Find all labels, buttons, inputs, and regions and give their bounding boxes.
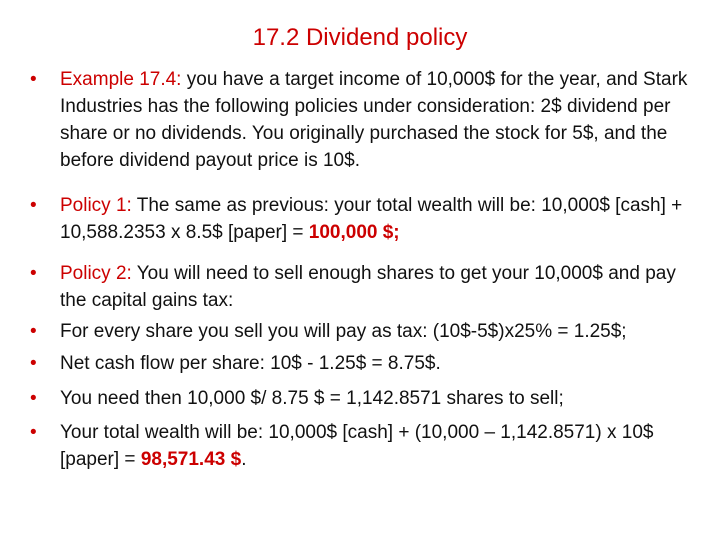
bullet-body: You will need to sell enough shares to get your 10,000$ and pay the capital gains tax: <box>60 263 676 311</box>
bullet-policy-1 <box>30 192 698 246</box>
bullet-tail: . <box>241 449 247 470</box>
bullet-body: The same as previous: your total wealth will be: 10,000$ [cash] + 10,588.2353 x 8.5$ [paper] = <box>60 195 683 243</box>
bullet-marker: • <box>30 388 37 409</box>
bullet-example <box>30 66 698 174</box>
bullet-marker: • <box>30 195 37 216</box>
bullet-text <box>60 192 698 246</box>
bullet-text <box>60 66 698 174</box>
bullet-body: Your total wealth will be: 10,000$ [cash] + (10,000 – 1,142.8571) x 10$ [paper] = <box>60 422 654 470</box>
bullet-body: you have a target income of 10,000$ for the year, and Stark Industries has the following policies under consideration: 2$ dividend per share or no dividends. You originally purchased the stock for 5$, and the before dividend payout price is 10$. <box>60 69 688 171</box>
slide-title: 17.2 Dividend policy <box>252 24 468 51</box>
bullet-text: Net cash flow per share: 10$ - 1.25$ = 8.75$. <box>60 353 441 374</box>
bullet-marker: • <box>30 353 37 374</box>
bullet-total-wealth <box>30 419 698 473</box>
bullet-text: For every share you sell you will pay as tax: (10$-5$)x25% = 1.25$; <box>60 321 627 342</box>
bullet-marker: • <box>30 422 37 443</box>
bullet-label: Example 17.4: <box>60 69 182 90</box>
bullet-tax <box>30 318 698 345</box>
bullet-marker: • <box>30 69 37 90</box>
bullet-net-cash <box>30 350 698 377</box>
bullet-emphasis: 100,000 $; <box>308 222 400 243</box>
bullet-marker: • <box>30 263 37 284</box>
bullet-text <box>60 260 698 314</box>
bullet-policy-2 <box>30 260 698 314</box>
bullet-text: You need then 10,000 $/ 8.75 $ = 1,142.8571 shares to sell; <box>60 388 564 409</box>
bullet-label: Policy 2: <box>60 263 132 284</box>
bullet-label: Policy 1: <box>60 195 132 216</box>
bullet-marker: • <box>30 321 37 342</box>
bullet-text <box>60 419 698 473</box>
bullet-emphasis: 98,571.43 $ <box>140 449 242 470</box>
bullet-shares-to-sell <box>30 385 698 412</box>
